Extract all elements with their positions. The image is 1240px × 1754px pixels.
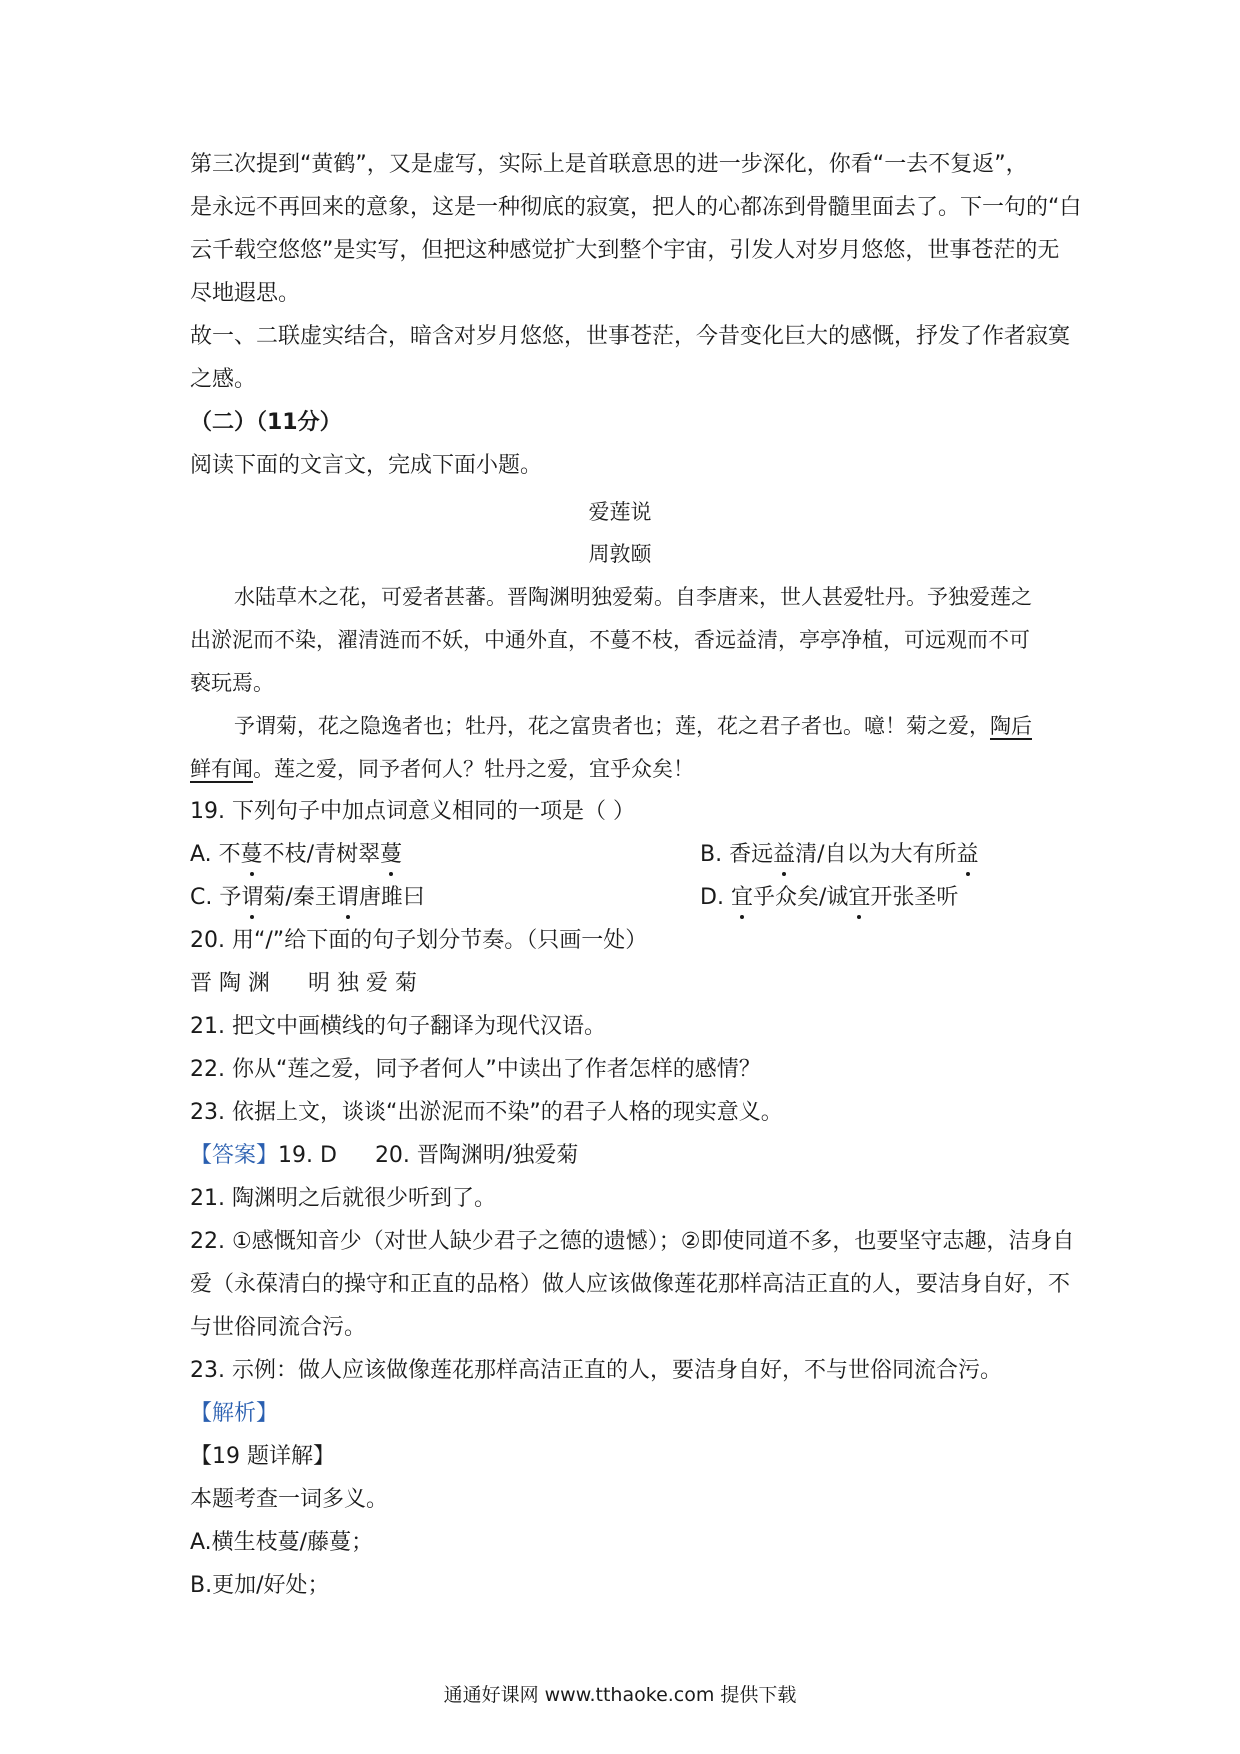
body-text-line: 云千载空悠悠”是实写，但把这种感觉扩大到整个宇宙，引发人对岁月悠悠，世事苍茫的无 bbox=[190, 238, 1060, 263]
option-b: B. 香远益清/自以为大有所益 bbox=[700, 840, 979, 870]
question-23: 23. 依据上文，谈谈“出淤泥而不染”的君子人格的现实意义。 bbox=[190, 1100, 783, 1125]
essay-title: 爱莲说 bbox=[588, 500, 652, 524]
underlined-sentence: 陶后 bbox=[990, 714, 1032, 738]
body-text-line: 之感。 bbox=[190, 367, 257, 392]
dotted-word: 谓 bbox=[337, 883, 359, 913]
essay-author: 周敦颐 bbox=[588, 542, 652, 566]
answer-line: 【答案】19. D 20. 晋陶渊明/独爱菊 bbox=[190, 1143, 579, 1168]
section-heading: （二）（11分） bbox=[190, 410, 342, 435]
answer-23: 23. 示例：做人应该做像莲花那样高洁正直的人，要洁身自好，不与世俗同流合污。 bbox=[190, 1358, 1002, 1383]
essay-text: 予谓菊，花之隐逸者也；牡丹，花之富贵者也；莲，花之君子者也。噫！菊之爱， bbox=[234, 714, 990, 738]
dotted-word: 益 bbox=[957, 840, 979, 870]
essay-line: 亵玩焉。 bbox=[190, 671, 274, 695]
answer-tag: 【答案】 bbox=[190, 1143, 279, 1168]
section-instruction: 阅读下面的文言文，完成下面小题。 bbox=[190, 453, 543, 478]
analysis-line: B.更加/好处； bbox=[190, 1573, 330, 1598]
answer-22: 与世俗同流合污。 bbox=[190, 1315, 367, 1340]
essay-text: 。莲之爱，同予者何人？牡丹之爱，宜乎众矣！ bbox=[253, 757, 694, 781]
answer-22: 22. ①感慨知音少（对世人缺少君子之德的遗憾）；②即使同道不多，也要坚守志趣，洁身自 bbox=[190, 1229, 1075, 1254]
dotted-word: 谓 bbox=[241, 883, 263, 913]
dotted-word: 蔓 bbox=[241, 840, 263, 870]
body-text-line: 第三次提到“黄鹤”，又是虚写，实际上是首联意思的进一步深化，你看“一去不复返”， bbox=[190, 152, 1028, 177]
question-22: 22. 你从“莲之爱，同予者何人”中读出了作者怎样的感情？ bbox=[190, 1057, 761, 1082]
option-c: C. 予谓菊/秦王谓唐雎曰 bbox=[190, 883, 425, 913]
answer-22: 爱（永葆清白的操守和正直的品格）做人应该做像莲花那样高洁正直的人，要洁身自好，不 bbox=[190, 1272, 1071, 1297]
essay-line: 出淤泥而不染，濯清涟而不妖，中通外直，不蔓不枝，香远益清，亭亭净植，可远观而不可 bbox=[190, 628, 1030, 652]
dotted-word: 蔓 bbox=[380, 840, 402, 870]
option-a: A. 不蔓不枝/青树翠蔓 bbox=[190, 840, 402, 870]
question-21: 21. 把文中画横线的句子翻译为现代汉语。 bbox=[190, 1014, 606, 1039]
underlined-sentence: 鲜有闻 bbox=[190, 757, 253, 781]
essay-line: 水陆草木之花，可爱者甚蕃。晋陶渊明独爱菊。自李唐来，世人甚爱牡丹。予独爱莲之 bbox=[234, 585, 1032, 609]
dotted-word: 益 bbox=[773, 840, 795, 870]
body-text-line: 故一、二联虚实结合，暗含对岁月悠悠，世事苍茫，今昔变化巨大的感慨，抒发了作者寂寞 bbox=[190, 324, 1071, 349]
question-20: 20. 用“/”给下面的句子划分节奏。（只画一处） bbox=[190, 928, 648, 953]
analysis-tag: 【解析】 bbox=[190, 1401, 279, 1426]
body-text-line: 是永远不再回来的意象，这是一种彻底的寂寞，把人的心都冻到骨髓里面去了。下一句的“白 bbox=[190, 195, 1082, 220]
option-d: D. 宜乎众矣/诚宜开张圣听 bbox=[700, 883, 958, 913]
dotted-word: 宜 bbox=[731, 883, 753, 913]
body-text-line: 尽地遐思。 bbox=[190, 281, 301, 306]
answer-21: 21. 陶渊明之后就很少听到了。 bbox=[190, 1186, 496, 1211]
rhythm-sentence: 晋 陶 渊 明 独 爱 菊 bbox=[190, 971, 417, 996]
footer-credit: 通通好课网 www.tthaoke.com 提供下载 bbox=[443, 1684, 797, 1706]
analysis-line: A.横生枝蔓/藤蔓； bbox=[190, 1530, 374, 1555]
analysis-heading: 【19 题详解】 bbox=[190, 1444, 335, 1469]
essay-line bbox=[190, 754, 694, 784]
analysis-line: 本题考查一词多义。 bbox=[190, 1487, 389, 1512]
dotted-word: 宜 bbox=[848, 883, 870, 913]
essay-line bbox=[234, 711, 1032, 741]
question-19: 19. 下列句子中加点词意义相同的一项是（ ） bbox=[190, 799, 635, 824]
